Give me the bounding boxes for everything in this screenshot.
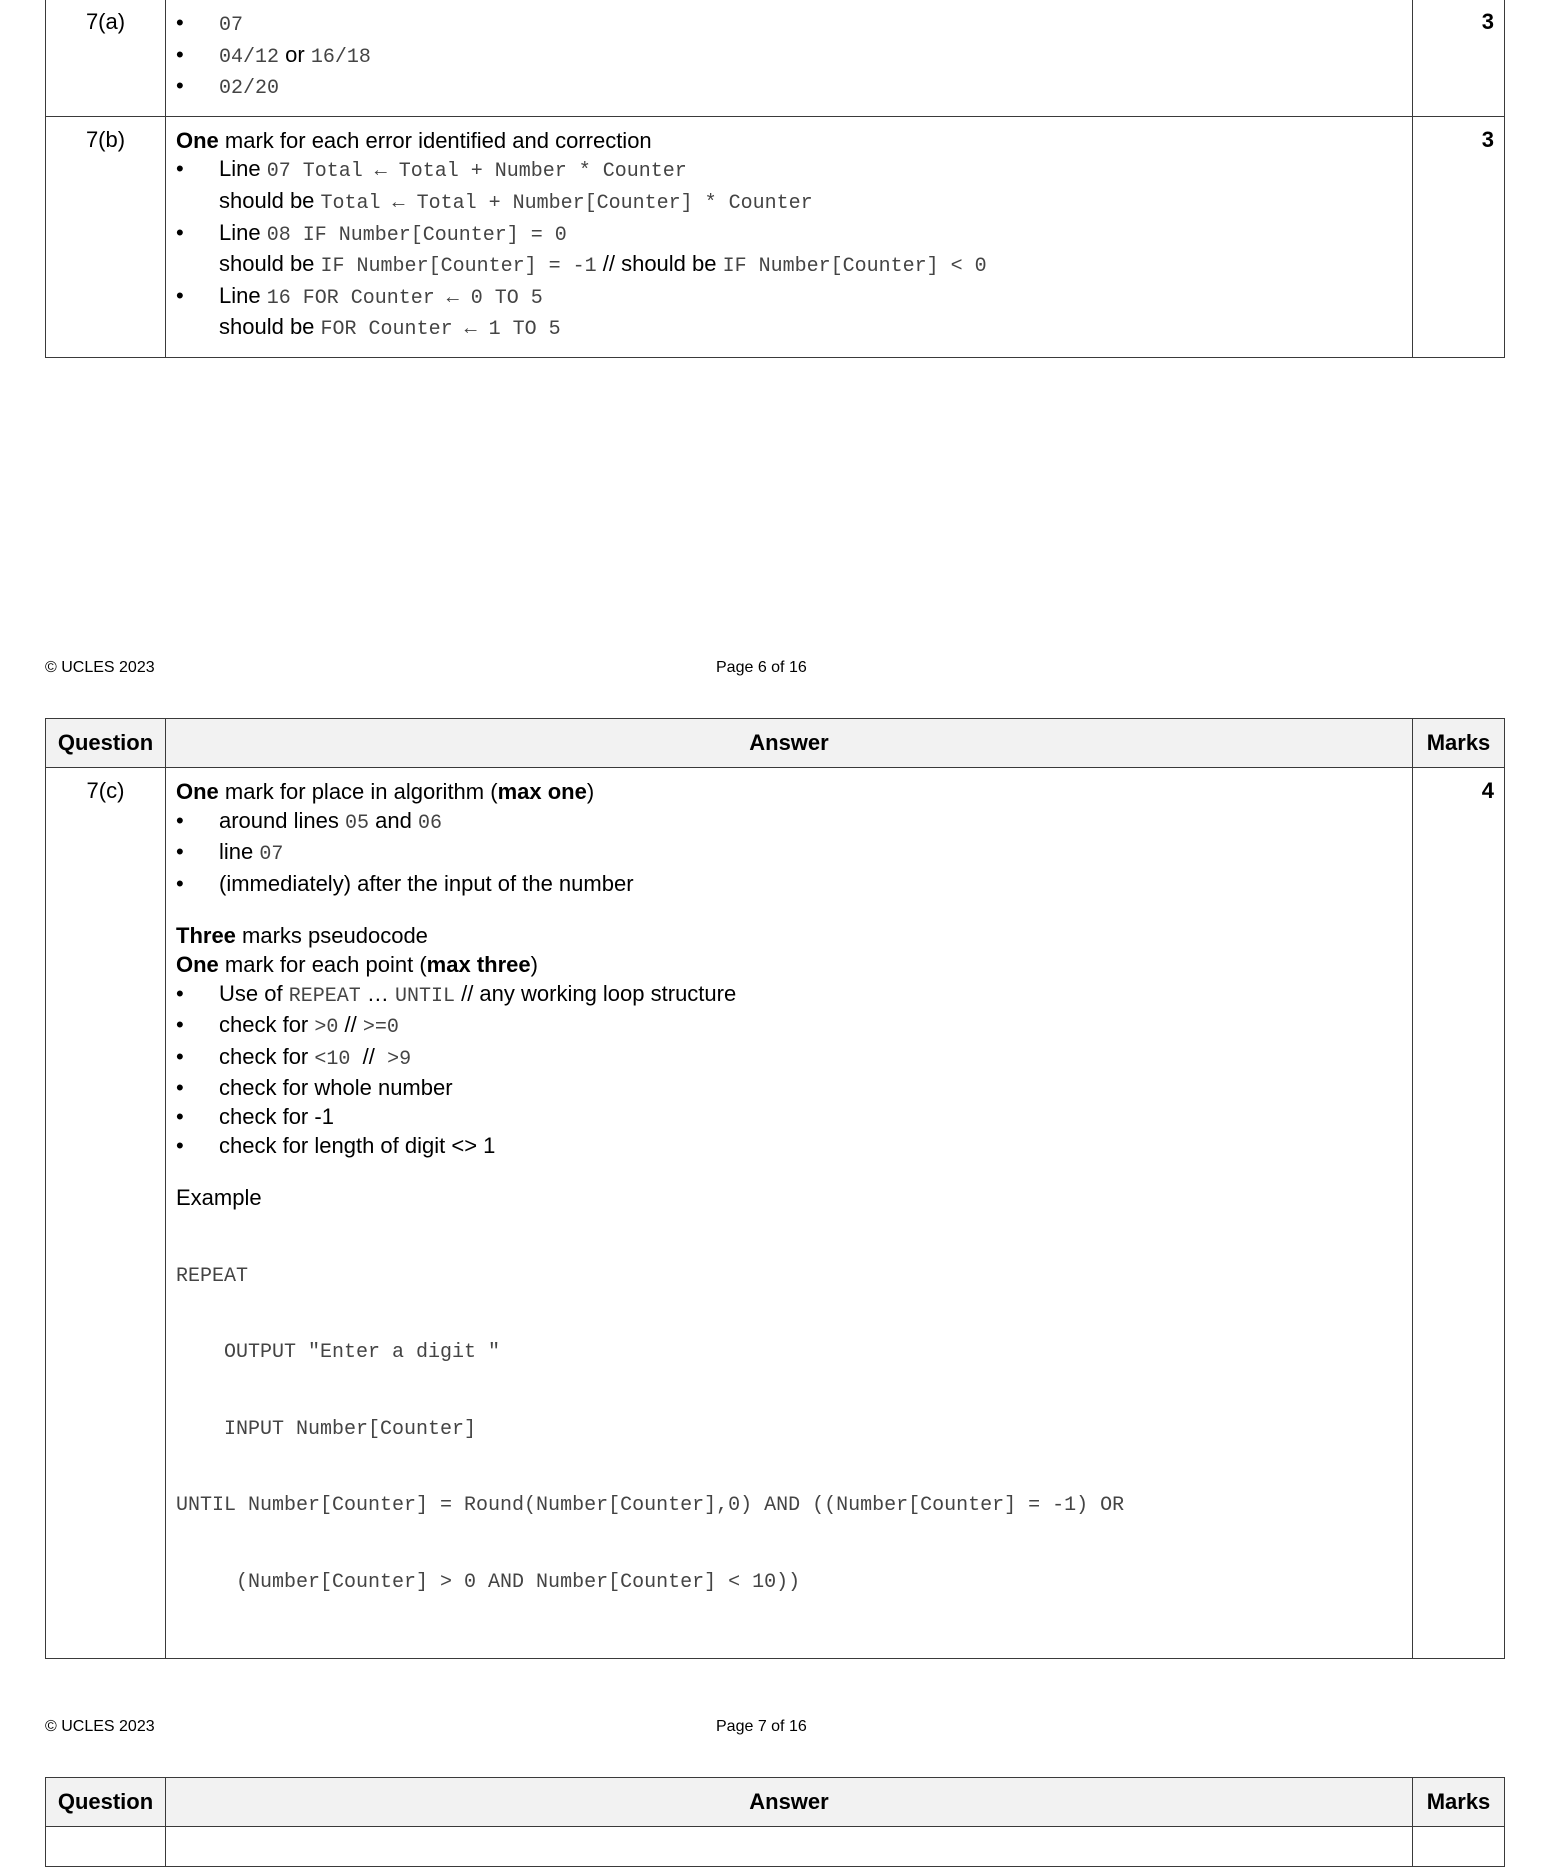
table-header-row (46, 1778, 1505, 1827)
marks-value: 3 (1413, 116, 1505, 357)
mark-scheme-table-page8 (45, 1777, 1505, 1867)
question-number: 7(a) (46, 0, 166, 116)
column-header-marks: Marks (1413, 719, 1505, 768)
section-heading: Three marks pseudocode (176, 923, 428, 949)
code-line: INPUT Number[Counter] (176, 1417, 477, 1441)
marks-value: 4 (1413, 768, 1505, 1659)
list-item: • (immediately) after the input of the number (176, 870, 634, 896)
list-item: • 04/12 or 16/18 (176, 41, 371, 69)
column-header-question: Question (46, 1778, 166, 1827)
answer-cell (166, 0, 1413, 116)
list-item: • Line 07 Total ← Total + Number * Counter should be Total ← Total + Number[Counter] * Counter (176, 156, 813, 215)
table-row-7c (46, 768, 1505, 1659)
column-header-question: Question (46, 719, 166, 768)
list-item: • line 07 (176, 839, 284, 867)
table-row-7b (46, 116, 1505, 357)
section-heading: One mark for each point (max three) (176, 951, 538, 977)
example-label: Example (176, 1185, 262, 1211)
intro-text: One mark for place in algorithm (max one) (176, 779, 595, 804)
code-line: REPEAT (176, 1264, 249, 1288)
marks-value: 3 (1413, 0, 1505, 116)
list-item: • 07 (176, 10, 244, 37)
list-item: • check for length of digit <> 1 (176, 1132, 496, 1158)
code-block (176, 1213, 1402, 1647)
mark-scheme-table-page6 (45, 0, 1505, 358)
code-line: (Number[Counter] > 0 AND Number[Counter] < 10)) (176, 1570, 801, 1594)
copyright-footer: © UCLES 2023 (45, 659, 155, 676)
copyright-footer: © UCLES 2023 (45, 1718, 155, 1735)
table-header-row (46, 719, 1505, 768)
code-line: OUTPUT "Enter a digit " (176, 1341, 501, 1365)
page-number: Page 7 of 16 (716, 1718, 807, 1735)
list-item: • Line 08 IF Number[Counter] = 0 should be IF Number[Counter] = -1 // should be IF Number[Counter] < 0 (176, 219, 987, 279)
answer-cell (166, 768, 1413, 1659)
table-row-7a (46, 0, 1505, 116)
code-line: UNTIL Number[Counter] = Round(Number[Counter],0) AND ((Number[Counter] = -1) OR (176, 1494, 1125, 1518)
list-item: • check for >0 // >=0 (176, 1012, 399, 1040)
list-item: • around lines 05 and 06 (176, 807, 442, 835)
column-header-marks: Marks (1413, 1778, 1505, 1827)
intro-text: One mark for each error identified and correction (176, 127, 652, 153)
list-item: • check for -1 (176, 1103, 334, 1129)
list-item: • check for <10 // >9 (176, 1043, 412, 1071)
list-item: • Line 16 FOR Counter ← 0 TO 5 should be FOR Counter ← 1 TO 5 (176, 282, 561, 342)
question-number: 7(c) (46, 768, 166, 1659)
list-item: • check for whole number (176, 1075, 453, 1101)
question-number: 7(b) (46, 116, 166, 357)
column-header-answer: Answer (166, 1778, 1413, 1827)
mark-scheme-table-page7 (45, 718, 1505, 1659)
list-item: • 02/20 (176, 73, 280, 101)
column-header-answer: Answer (166, 719, 1413, 768)
answer-cell (166, 116, 1413, 357)
page-number: Page 6 of 16 (716, 659, 807, 676)
list-item: • Use of REPEAT … UNTIL // any working loop structure (176, 980, 737, 1008)
